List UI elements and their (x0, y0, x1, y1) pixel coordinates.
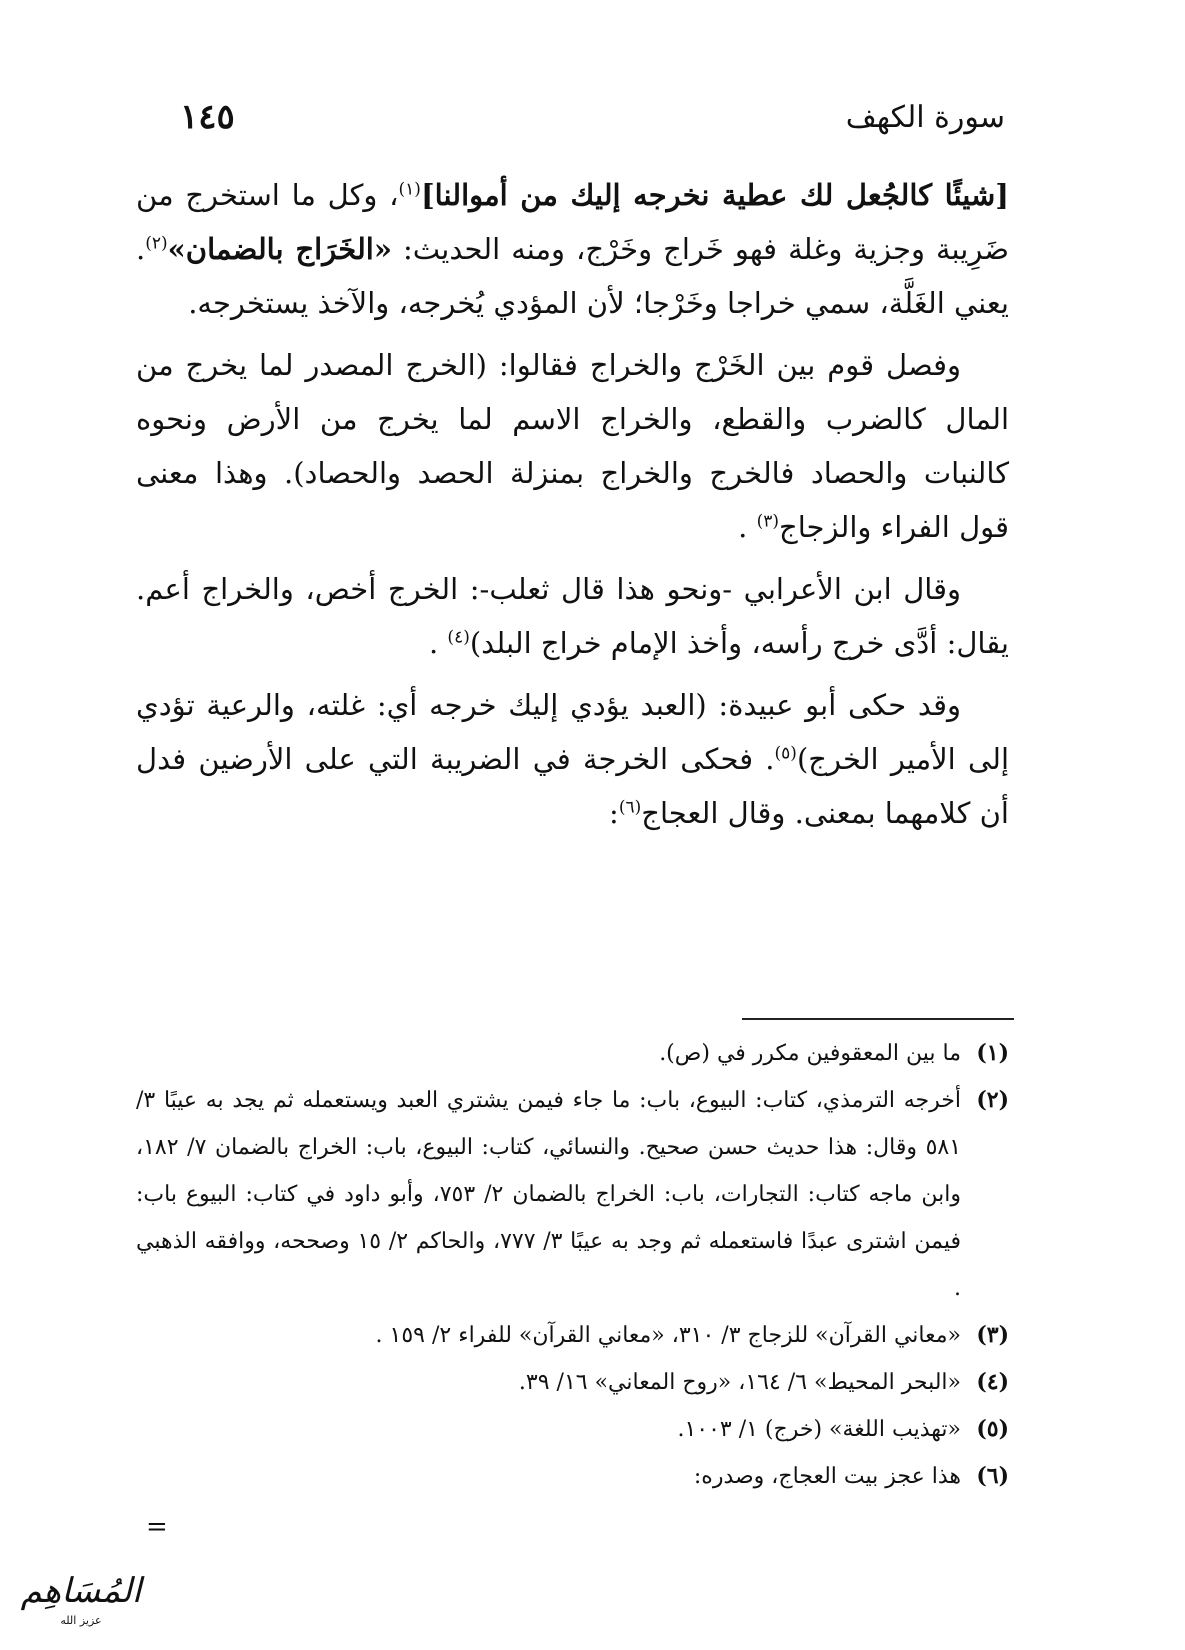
footnote-divider (742, 1018, 1014, 1020)
footnote-ref: (٢) (145, 233, 168, 254)
text-run: وقال ابن الأعرابي -ونحو هذا قال ثعلب-: الخرج أخص، والخراج أعم. يقال: أدَّى خرج رأسه، وأخذ الإمام خراج البلد) (136, 572, 1009, 660)
footnote-text: «تهذيب اللغة» (خرج) ١/ ١٠٠٣. (677, 1417, 961, 1442)
footnote-number: (٢) (976, 1087, 1009, 1113)
footnote-item (136, 1453, 1009, 1500)
footnote-ref: (٤) (447, 627, 470, 648)
text-run: وقد حكى أبو عبيدة: (العبد يؤدي إليك خرجه أي: غلته، والرعية تؤدي إلى الأمير الخرج) (136, 688, 1010, 776)
footnote-item (136, 1406, 1009, 1453)
page-number: ١٤٥ (180, 97, 235, 137)
hadith-quote: «الخَرَاج بالضمان» (167, 232, 392, 266)
footnote-item (136, 1359, 1009, 1406)
footnote-text: هذا عجز بيت العجاج، وصدره: (693, 1464, 961, 1489)
footnote-ref: (٣) (756, 511, 779, 532)
footnote-text: «معاني القرآن» للزجاج ٣/ ٣١٠، «معاني القرآن» للفراء ٢/ ١٥٩ . (375, 1323, 961, 1348)
footnote-item (136, 1030, 1009, 1077)
footnotes (136, 1030, 1009, 1500)
footnote-ref: (٦) (618, 797, 642, 818)
text-run: ، وكل ما استخرج من ضَرِيبة وجزية وغلة فهو خَراج وخَرْج، ومنه الحديث: (136, 178, 1009, 266)
text-run: . فحكى الخرجة في الضريبة التي على الأرضين فدل أن كلامهما بمعنى. وقال العجاج (136, 742, 1009, 830)
footnote-text: أخرجه الترمذي، كتاب: البيوع، باب: ما جاء فيمن يشتري العبد ويستعمله ثم يجد به عيبًا ٣/ ٥٨١ وقال: هذا حديث حسن صحيح. والنسائي، كتاب: البيوع، باب: الخراج بالضمان ٧/ ١٨٢، وابن ماجه كتاب: التجارات، باب: الخراج بالضمان ٢/ ٧٥٣، وأبو داود في كتاب: البيوع باب: فيمن اشترى عبدًا فاستعمله ثم وجد به عيبًا ٣/ ٧٧٧، والحاكم ٢/ ١٥ وصححه، ووافقه الذهبي . (136, 1088, 962, 1301)
footnote-number: (٥) (976, 1416, 1009, 1442)
running-header (180, 92, 1005, 142)
footnote-item (136, 1312, 1009, 1359)
paragraph-3 (136, 562, 1009, 670)
footnote-number: (٤) (976, 1369, 1009, 1395)
bracketed-text: [شيئًا كالجُعل لك عطية نخرجه إليك من أموالنا] (420, 178, 1009, 212)
main-text (136, 168, 1009, 848)
text-run: . يعني الغَلَّة، سمي خراجا وخَرْجا؛ لأن المؤدي يُخرجه، والآخذ يستخرجه. (136, 232, 1009, 320)
paragraph-4 (136, 678, 1009, 840)
text-run: وفصل قوم بين الخَرْج والخراج فقالوا: (الخرج المصدر لما يخرج من المال كالضرب والقطع، والخراج الاسم لما يخرج من الأرض ونحوه كالنبات والحصاد فالخرج والخراج بمنزلة الحصد والحصاد). وهذا معنى قول الفراء والزجاج (136, 348, 1009, 544)
footnote-item (136, 1077, 1009, 1312)
footnote-number: (٦) (976, 1463, 1009, 1489)
text-run: : (609, 796, 619, 830)
paragraph-2 (136, 338, 1009, 554)
surah-title: سورة الكهف (845, 99, 1005, 135)
footnote-ref: (٥) (774, 743, 797, 764)
footnote-ref: (١) (398, 179, 421, 200)
logo-subtext: عزيز الله (60, 1614, 102, 1627)
text-run: . (428, 626, 448, 660)
paragraph-1 (136, 168, 1009, 330)
footnote-number: (٣) (976, 1322, 1009, 1348)
logo-mark: المُسَاهِم (20, 1571, 142, 1611)
continuation-mark: = (146, 1512, 168, 1542)
publisher-logo (6, 1560, 156, 1632)
footnote-text: «البحر المحيط» ٦/ ١٦٤، «روح المعاني» ١٦/ ٣٩. (518, 1370, 961, 1395)
footnote-number: (١) (976, 1040, 1009, 1066)
text-run: . (738, 510, 757, 544)
footnote-text: ما بين المعقوفين مكرر في (ص). (659, 1041, 961, 1066)
